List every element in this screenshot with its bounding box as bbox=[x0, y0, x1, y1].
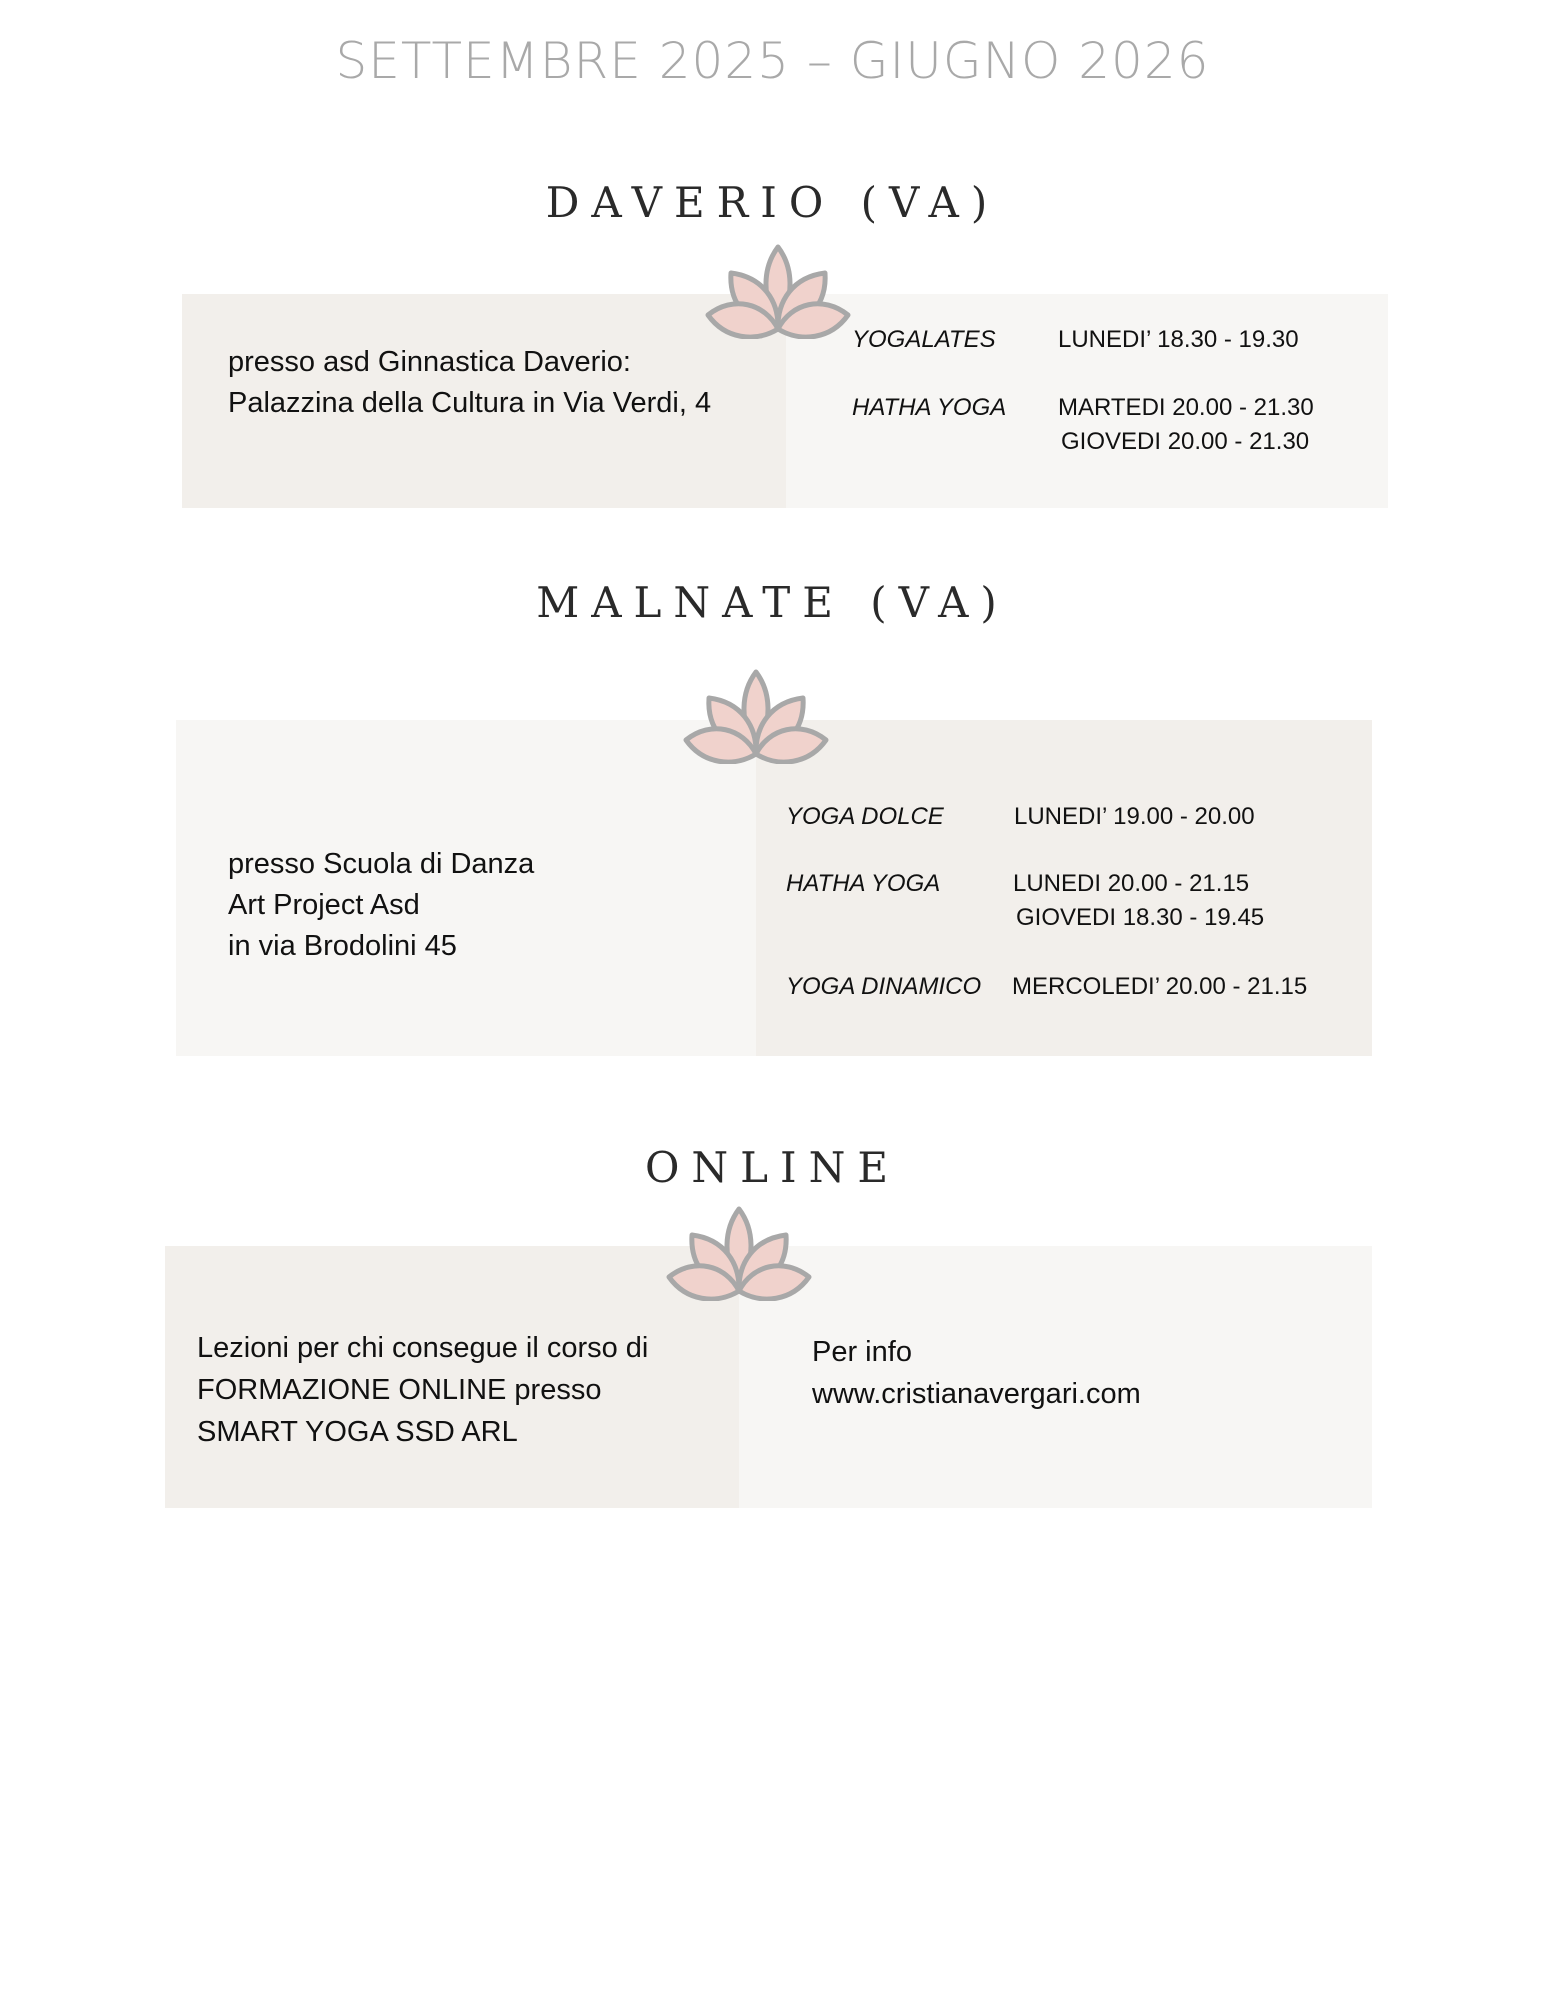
description-line: FORMAZIONE ONLINE presso bbox=[197, 1374, 602, 1406]
class-name-yoga-dinamico: YOGA DINAMICO bbox=[786, 973, 982, 1000]
website-link[interactable]: www.cristianavergari.com bbox=[812, 1378, 1141, 1410]
online-description bbox=[197, 1327, 648, 1453]
description-line: SMART YOGA SSD ARL bbox=[197, 1416, 518, 1448]
lotus-icon bbox=[703, 243, 853, 339]
daverio-address bbox=[228, 342, 711, 424]
online-info bbox=[812, 1331, 1141, 1415]
description-line: Lezioni per chi consegue il corso di bbox=[197, 1332, 649, 1364]
class-time: LUNEDI 20.00 - 21.15 bbox=[1013, 870, 1250, 897]
class-time: MARTEDI 20.00 - 21.30 bbox=[1058, 394, 1314, 421]
address-line: Art Project Asd bbox=[228, 889, 420, 921]
page-header: SETTEMBRE 2025 – GIUGNO 2026 bbox=[335, 32, 1210, 90]
address-line: Palazzina della Cultura in Via Verdi, 4 bbox=[228, 387, 712, 419]
class-time: LUNEDI’ 18.30 - 19.30 bbox=[1058, 326, 1299, 353]
class-time: MERCOLEDI’ 20.00 - 21.15 bbox=[1012, 973, 1308, 1000]
class-time: GIOVEDI 20.00 - 21.30 bbox=[1061, 428, 1310, 455]
address-line: presso Scuola di Danza bbox=[228, 848, 535, 880]
class-name-hatha-yoga: HATHA YOGA bbox=[786, 870, 941, 897]
section-title-malnate: MALNATE (VA) bbox=[536, 578, 1009, 627]
section-title-online: ONLINE bbox=[644, 1143, 901, 1192]
class-time: GIOVEDI 18.30 - 19.45 bbox=[1016, 904, 1265, 931]
lotus-icon bbox=[681, 668, 831, 764]
lotus-icon bbox=[664, 1205, 814, 1301]
class-name-yogalates: YOGALATES bbox=[852, 326, 996, 353]
address-line: presso asd Ginnastica Daverio: bbox=[228, 346, 631, 378]
class-name-yoga-dolce: YOGA DOLCE bbox=[786, 803, 944, 830]
malnate-address bbox=[228, 844, 534, 967]
class-name-hatha-yoga: HATHA YOGA bbox=[852, 394, 1007, 421]
info-label: Per info bbox=[812, 1336, 912, 1368]
address-line: in via Brodolini 45 bbox=[228, 930, 457, 962]
section-title-daverio: DAVERIO (VA) bbox=[545, 178, 1000, 227]
class-time: LUNEDI’ 19.00 - 20.00 bbox=[1014, 803, 1255, 830]
